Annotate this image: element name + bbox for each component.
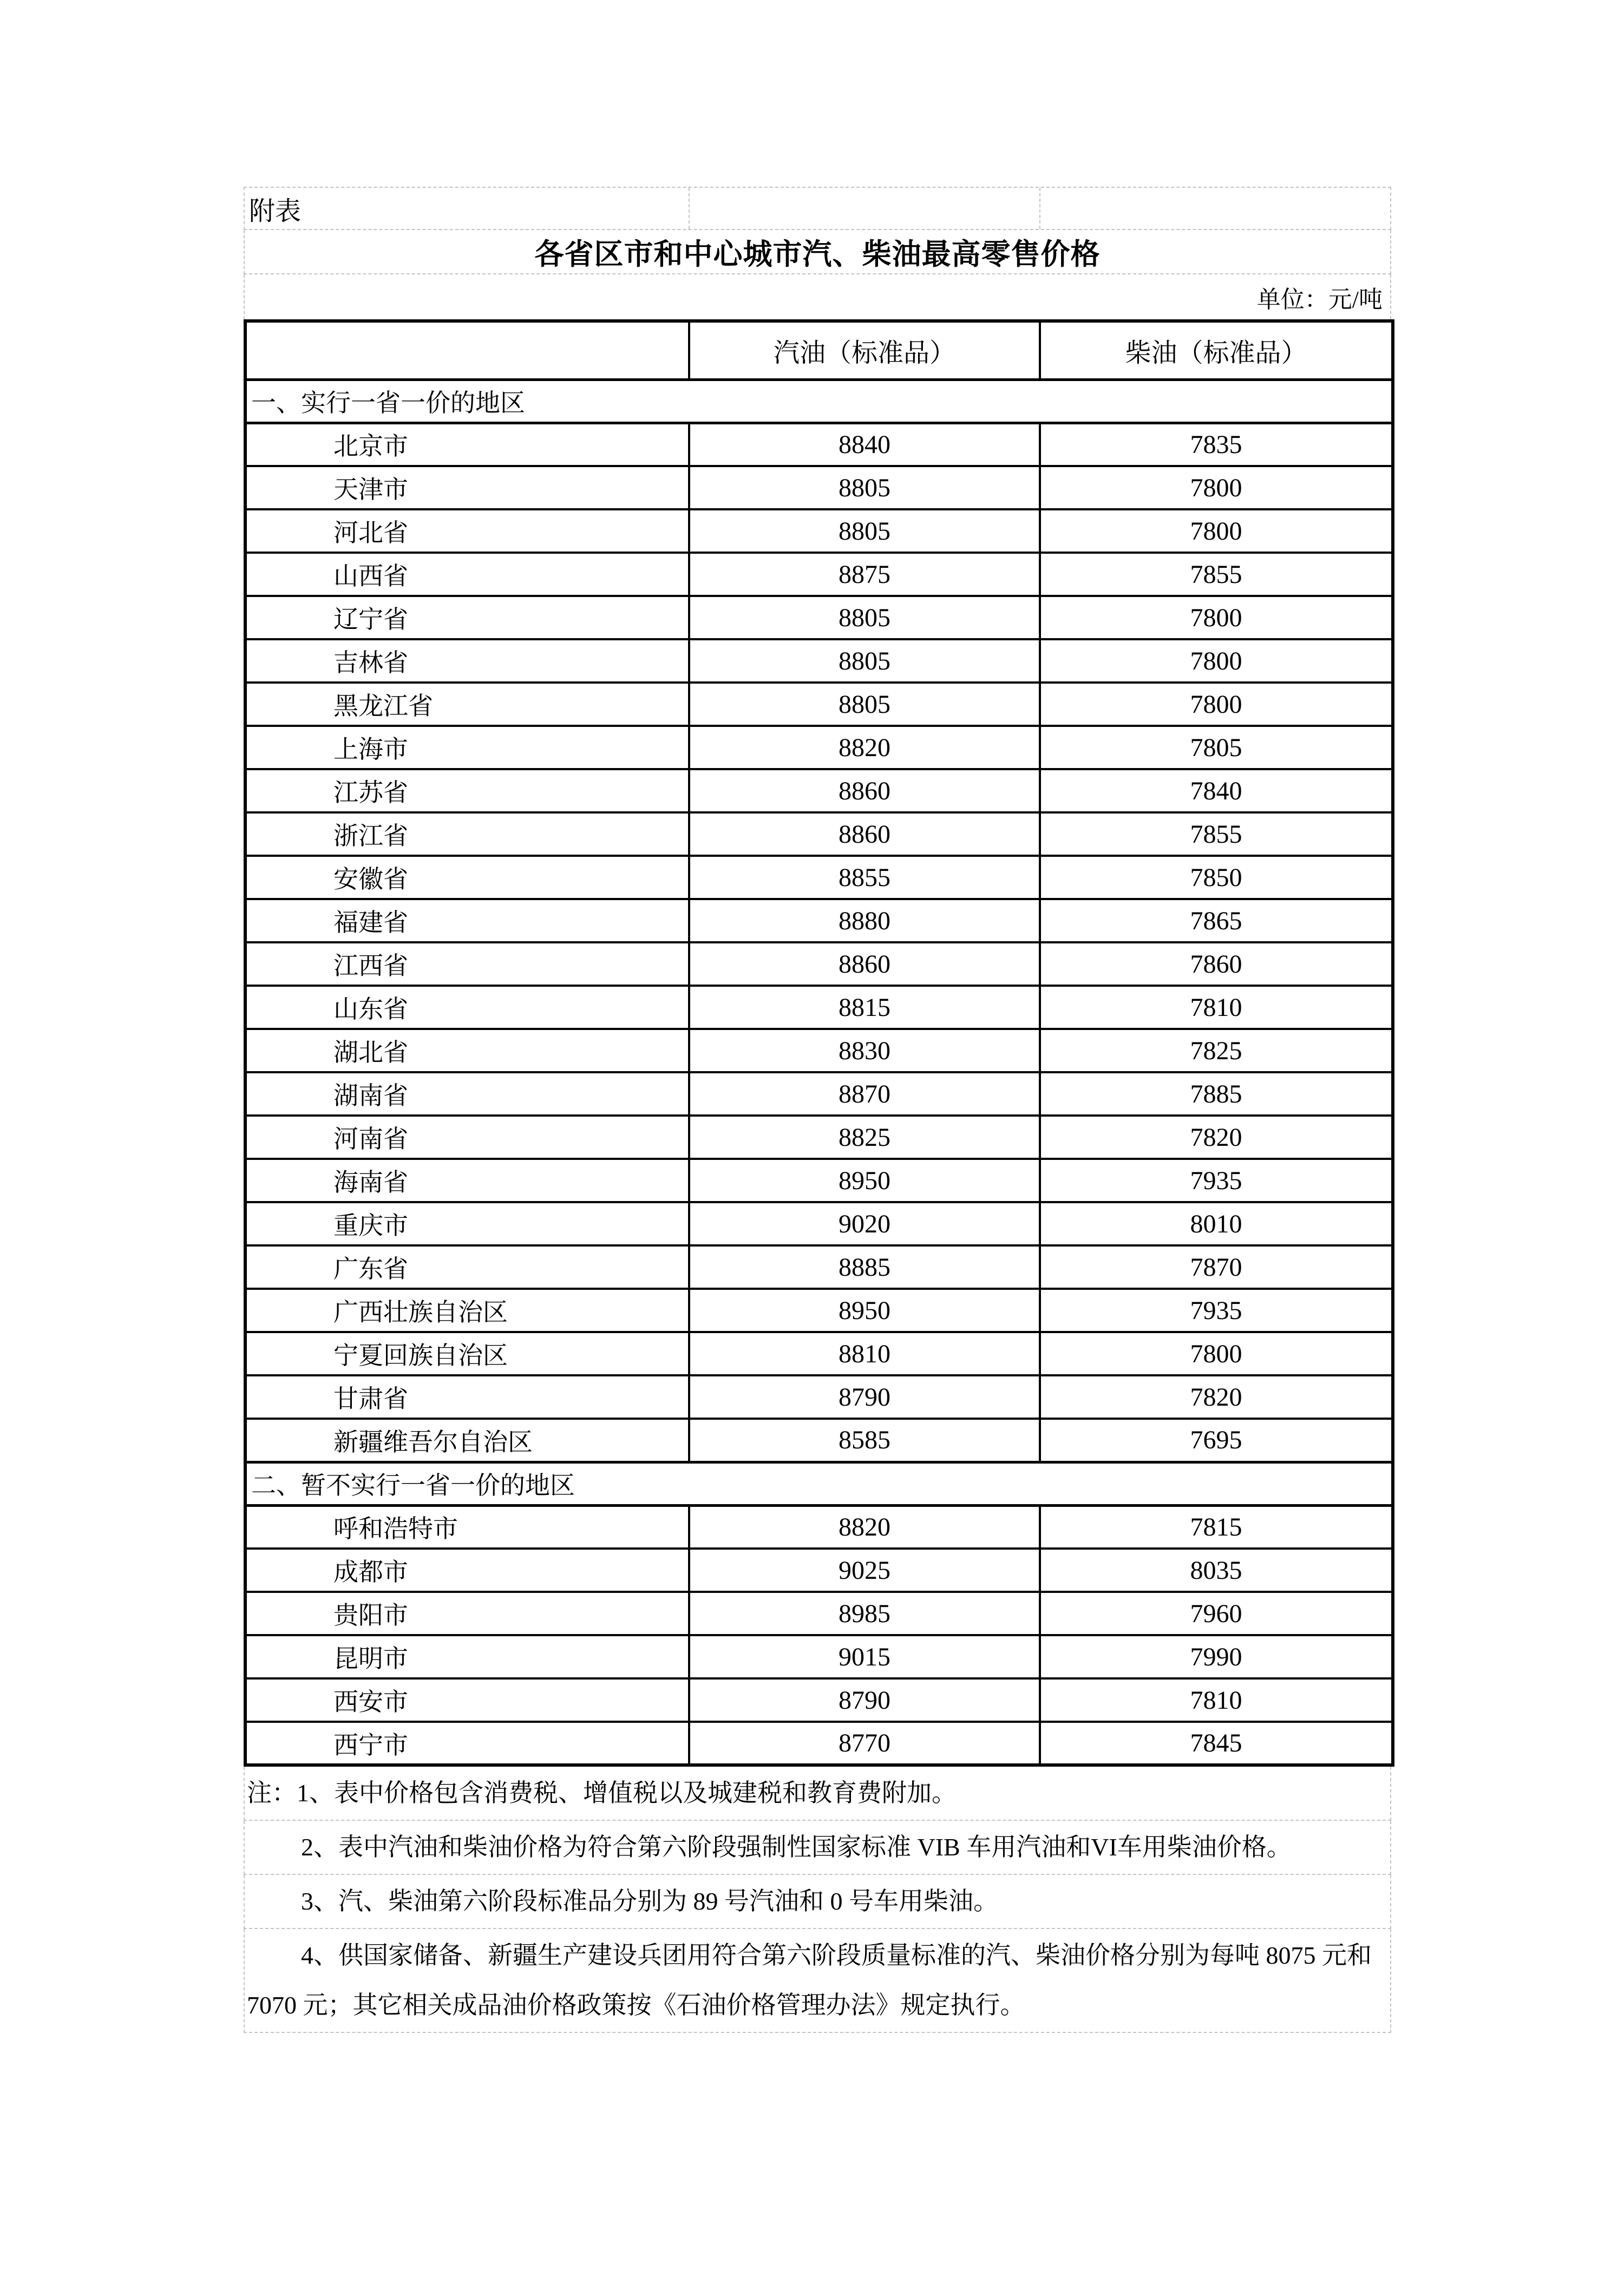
gasoline-price-cell: 8815 (689, 986, 1040, 1029)
gasoline-price-cell: 8790 (689, 1375, 1040, 1419)
diesel-price-cell: 7820 (1040, 1116, 1393, 1159)
appendix-empty-cell-2 (1039, 188, 1390, 229)
table-row (245, 1375, 1393, 1419)
table-row (245, 683, 1393, 726)
appendix-label: 附表 (249, 196, 302, 226)
gasoline-price-cell: 8860 (689, 942, 1040, 986)
gasoline-price-cell: 8805 (689, 509, 1040, 553)
region-cell: 山西省 (245, 553, 689, 596)
region-cell: 山东省 (245, 986, 689, 1029)
table-row (245, 509, 1393, 553)
diesel-price-cell: 7695 (1040, 1419, 1393, 1462)
region-cell: 浙江省 (245, 812, 689, 856)
region-header-cell (245, 321, 689, 379)
diesel-price-cell: 7810 (1040, 1678, 1393, 1722)
gasoline-price-cell: 8820 (689, 726, 1040, 769)
diesel-price-cell: 7935 (1040, 1159, 1393, 1202)
gasoline-price-cell: 8805 (689, 596, 1040, 639)
diesel-price-cell: 7850 (1040, 856, 1393, 899)
diesel-price-cell: 7855 (1040, 812, 1393, 856)
diesel-price-cell: 7865 (1040, 899, 1393, 942)
gasoline-price-cell: 8840 (689, 423, 1040, 466)
section-header-label: 一、实行一省一价的地区 (245, 379, 1393, 423)
diesel-price-cell: 7800 (1040, 509, 1393, 553)
diesel-header-cell: 柴油（标准品） (1040, 321, 1393, 379)
diesel-price-cell: 7825 (1040, 1029, 1393, 1072)
diesel-price-cell: 7885 (1040, 1072, 1393, 1116)
note-1: 注：1、表中价格包含消费税、增值税以及城建税和教育费附加。 (244, 1767, 1391, 1821)
diesel-price-cell: 8010 (1040, 1202, 1393, 1245)
gasoline-price-cell: 8875 (689, 553, 1040, 596)
table-row (245, 553, 1393, 596)
table-row (245, 986, 1393, 1029)
gasoline-price-cell: 9025 (689, 1549, 1040, 1592)
region-cell: 吉林省 (245, 639, 689, 683)
unit-row (244, 274, 1391, 319)
diesel-price-cell: 7810 (1040, 986, 1393, 1029)
gasoline-price-cell: 8860 (689, 812, 1040, 856)
note-2: 2、表中汽油和柴油价格为符合第六阶段强制性国家标准 VIB 车用汽油和VI车用柴油价格。 (244, 1821, 1391, 1875)
table-row (245, 1332, 1393, 1375)
region-cell: 昆明市 (245, 1635, 689, 1678)
table-row (245, 1678, 1393, 1722)
diesel-price-cell: 7845 (1040, 1722, 1393, 1765)
region-cell: 河北省 (245, 509, 689, 553)
diesel-price-cell: 7800 (1040, 1332, 1393, 1375)
diesel-price-cell: 7935 (1040, 1289, 1393, 1332)
region-cell: 北京市 (245, 423, 689, 466)
gasoline-price-cell: 8880 (689, 899, 1040, 942)
gasoline-price-cell: 8870 (689, 1072, 1040, 1116)
top-header-grid (244, 187, 1391, 319)
table-row (245, 1289, 1393, 1332)
unit-label: 单位：元/吨 (1256, 286, 1383, 313)
diesel-price-cell: 7805 (1040, 726, 1393, 769)
diesel-price-cell: 7800 (1040, 466, 1393, 509)
diesel-price-cell: 7800 (1040, 683, 1393, 726)
diesel-price-cell: 7820 (1040, 1375, 1393, 1419)
region-cell: 成都市 (245, 1549, 689, 1592)
region-cell: 西安市 (245, 1678, 689, 1722)
table-row (245, 1245, 1393, 1289)
table-row (245, 1419, 1393, 1462)
gasoline-price-cell: 8820 (689, 1505, 1040, 1549)
table-row (245, 1505, 1393, 1549)
region-cell: 河南省 (245, 1116, 689, 1159)
section-header-row (245, 379, 1393, 423)
gasoline-price-cell: 9015 (689, 1635, 1040, 1678)
table-row (245, 726, 1393, 769)
region-cell: 呼和浩特市 (245, 1505, 689, 1549)
gasoline-price-cell: 9020 (689, 1202, 1040, 1245)
section-header-label: 二、暂不实行一省一价的地区 (245, 1462, 1393, 1505)
region-cell: 广东省 (245, 1245, 689, 1289)
region-cell: 新疆维吾尔自治区 (245, 1419, 689, 1462)
note-3: 3、汽、柴油第六阶段标准品分别为 89 号汽油和 0 号车用柴油。 (244, 1875, 1391, 1929)
gasoline-price-cell: 8805 (689, 683, 1040, 726)
document-content (244, 187, 1391, 2033)
diesel-price-cell: 7860 (1040, 942, 1393, 986)
gasoline-price-cell: 8950 (689, 1159, 1040, 1202)
gasoline-price-cell: 8805 (689, 639, 1040, 683)
gasoline-price-cell: 8885 (689, 1245, 1040, 1289)
region-cell: 重庆市 (245, 1202, 689, 1245)
table-row (245, 1116, 1393, 1159)
table-header-row (245, 321, 1393, 379)
table-row (245, 1635, 1393, 1678)
region-cell: 海南省 (245, 1159, 689, 1202)
diesel-price-cell: 7800 (1040, 596, 1393, 639)
table-row (245, 1722, 1393, 1765)
gasoline-price-cell: 8825 (689, 1116, 1040, 1159)
page-title: 各省区市和中心城市汽、柴油最高零售价格 (534, 238, 1101, 271)
table-row (245, 1592, 1393, 1635)
region-cell: 福建省 (245, 899, 689, 942)
table-row (245, 1549, 1393, 1592)
table-row (245, 466, 1393, 509)
table-row (245, 769, 1393, 812)
table-row (245, 1072, 1393, 1116)
table-row (245, 812, 1393, 856)
appendix-row (244, 187, 1391, 230)
table-row (245, 423, 1393, 466)
table-row (245, 1029, 1393, 1072)
gasoline-price-cell: 8830 (689, 1029, 1040, 1072)
region-cell: 上海市 (245, 726, 689, 769)
region-cell: 广西壮族自治区 (245, 1289, 689, 1332)
gasoline-price-cell: 8950 (689, 1289, 1040, 1332)
region-cell: 黑龙江省 (245, 683, 689, 726)
region-cell: 辽宁省 (245, 596, 689, 639)
diesel-price-cell: 7855 (1040, 553, 1393, 596)
region-cell: 甘肃省 (245, 1375, 689, 1419)
diesel-price-cell: 7870 (1040, 1245, 1393, 1289)
table-row (245, 856, 1393, 899)
note-4: 4、供国家储备、新疆生产建设兵团用符合第六阶段质量标准的汽、柴油价格分别为每吨 8075 元和 7070 元；其它相关成品油价格政策按《石油价格管理办法》规定执行。 (244, 1929, 1391, 2033)
table-row (245, 639, 1393, 683)
gasoline-price-cell: 8790 (689, 1678, 1040, 1722)
region-cell: 湖北省 (245, 1029, 689, 1072)
region-cell: 湖南省 (245, 1072, 689, 1116)
gasoline-price-cell: 8985 (689, 1592, 1040, 1635)
diesel-price-cell: 7960 (1040, 1592, 1393, 1635)
diesel-price-cell: 7815 (1040, 1505, 1393, 1549)
diesel-price-cell: 7800 (1040, 639, 1393, 683)
diesel-price-cell: 7990 (1040, 1635, 1393, 1678)
region-cell: 安徽省 (245, 856, 689, 899)
gasoline-price-cell: 8770 (689, 1722, 1040, 1765)
appendix-empty-cell-1 (689, 188, 1039, 229)
table-row (245, 596, 1393, 639)
notes-section (244, 1767, 1391, 2033)
gasoline-price-cell: 8860 (689, 769, 1040, 812)
region-cell: 西宁市 (245, 1722, 689, 1765)
table-row (245, 1159, 1393, 1202)
gasoline-price-cell: 8855 (689, 856, 1040, 899)
diesel-price-cell: 7835 (1040, 423, 1393, 466)
region-cell: 天津市 (245, 466, 689, 509)
table-row (245, 899, 1393, 942)
region-cell: 江苏省 (245, 769, 689, 812)
price-table-body (245, 379, 1393, 1765)
diesel-price-cell: 8035 (1040, 1549, 1393, 1592)
section-header-row (245, 1462, 1393, 1505)
table-row (245, 942, 1393, 986)
gasoline-price-cell: 8810 (689, 1332, 1040, 1375)
diesel-price-cell: 7840 (1040, 769, 1393, 812)
region-cell: 宁夏回族自治区 (245, 1332, 689, 1375)
gasoline-price-cell: 8585 (689, 1419, 1040, 1462)
price-table (244, 319, 1394, 1767)
table-row (245, 1202, 1393, 1245)
region-cell: 贵阳市 (245, 1592, 689, 1635)
gasoline-price-cell: 8805 (689, 466, 1040, 509)
title-row (244, 230, 1391, 274)
region-cell: 江西省 (245, 942, 689, 986)
gasoline-header-cell: 汽油（标准品） (689, 321, 1040, 379)
